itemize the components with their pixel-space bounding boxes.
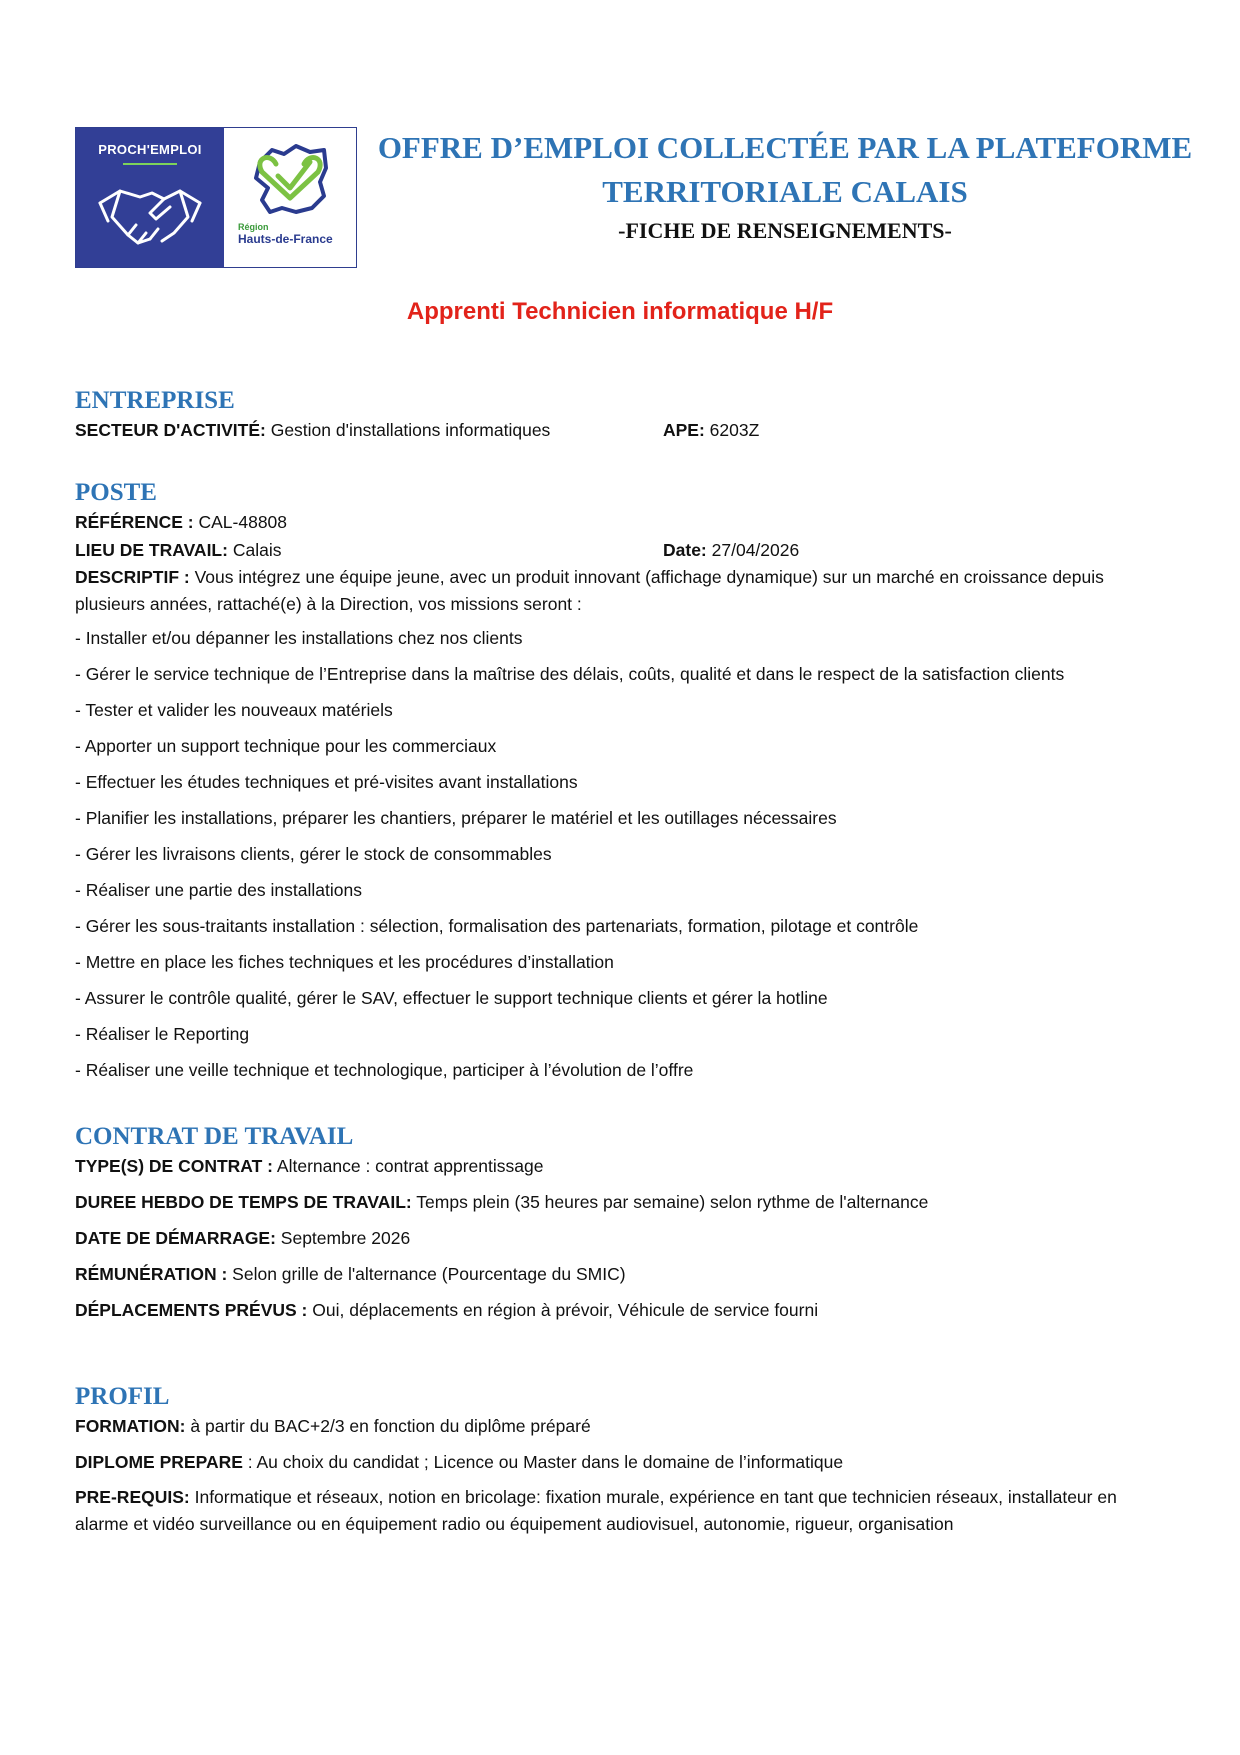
mission-item: - Installer et/ou dépanner les installations chez nos clients <box>75 628 523 648</box>
duree-label: DUREE HEBDO DE TEMPS DE TRAVAIL: <box>75 1192 412 1212</box>
reference-value: CAL-48808 <box>193 512 288 532</box>
remuneration-value: Selon grille de l'alternance (Pourcentage du SMIC) <box>227 1264 626 1284</box>
prerequis-value: Informatique et réseaux, notion en bricolage: fixation murale, expérience en tant que technicien réseaux, installateur en alarme et vidéo surveillance ou en équipement radio ou équipement audiovisuel, autonomie, rigueur, organisation <box>75 1487 1117 1534</box>
descriptif-paragraph <box>75 564 1175 618</box>
lieu-row <box>75 536 1175 564</box>
job-title: Apprenti Technicien informatique H/F <box>406 298 834 325</box>
mission-item: - Gérer les sous-traitants installation : sélection, formalisation des partenariats, formation, pilotage et contrôle <box>75 916 919 936</box>
formation-label: FORMATION: <box>75 1416 186 1436</box>
reference-label: RÉFÉRENCE : <box>75 512 194 532</box>
mission-item: - Gérer le service technique de l’Entreprise dans la maîtrise des délais, coûts, qualité et dans le respect de la satisfaction clients <box>75 664 1065 684</box>
proch-emploi-panel <box>76 128 224 267</box>
section-heading-entreprise: ENTREPRISE <box>75 387 235 414</box>
mission-item: - Apporter un support technique pour les commerciaux <box>75 736 497 756</box>
section-heading-poste: POSTE <box>75 479 157 506</box>
section-entreprise <box>75 386 1175 444</box>
date-value: 27/04/2026 <box>706 540 800 560</box>
diplome-value: : Au choix du candidat ; Licence ou Master dans le domaine de l’informatique <box>242 1452 844 1472</box>
logo-region-name: Hauts-de-France <box>238 232 333 246</box>
section-contrat <box>75 1122 1175 1324</box>
secteur-value: Gestion d'installations informatiques <box>265 420 551 440</box>
logo-brand-text: PROCH'EMPLOI <box>98 142 202 157</box>
france-heart-icon <box>240 138 340 220</box>
lieu-value: Calais <box>227 540 282 560</box>
secteur-row <box>75 416 1175 444</box>
deplacements-label: DÉPLACEMENTS PRÉVUS : <box>75 1300 308 1320</box>
reference-row <box>75 508 1175 536</box>
demarrage-row <box>75 1224 1175 1252</box>
descriptif-label: DESCRIPTIF : <box>75 567 190 587</box>
logo-brand-underline <box>123 163 177 165</box>
mission-item: - Mettre en place les fiches techniques et les procédures d’installation <box>75 952 614 972</box>
date-field <box>663 536 799 564</box>
mission-item: - Tester et valider les nouveaux matériels <box>75 700 393 720</box>
missions-list <box>75 620 1175 1088</box>
deplacements-value: Oui, déplacements en région à prévoir, Véhicule de service fourni <box>307 1300 819 1320</box>
document-body <box>75 386 1175 1538</box>
prerequis-paragraph <box>75 1484 1175 1538</box>
prerequis-label: PRE-REQUIS: <box>75 1487 190 1507</box>
section-profil <box>75 1382 1175 1538</box>
descriptif-value: Vous intégrez une équipe jeune, avec un produit innovant (affichage dynamique) sur un marché en croissance depuis plusieurs années, rattaché(e) à la Direction, vos missions seront : <box>75 567 1104 614</box>
mission-item: - Effectuer les études techniques et pré-visites avant installations <box>75 772 578 792</box>
remuneration-row <box>75 1260 1175 1288</box>
deplacements-row <box>75 1296 1175 1324</box>
duree-value: Temps plein (35 heures par semaine) selon rythme de l'alternance <box>411 1192 929 1212</box>
logo-region-label: Région <box>238 222 269 232</box>
type-contrat-value: Alternance : contrat apprentissage <box>273 1156 544 1176</box>
mission-item: - Assurer le contrôle qualité, gérer le SAV, effectuer le support technique clients et gérer la hotline <box>75 988 828 1008</box>
region-panel <box>224 128 356 267</box>
duree-row <box>75 1188 1175 1216</box>
mission-item: - Planifier les installations, préparer les chantiers, préparer le matériel et les outillages nécessaires <box>75 808 837 828</box>
type-contrat-label: TYPE(S) DE CONTRAT : <box>75 1156 274 1176</box>
ape-label: APE: <box>663 420 705 440</box>
formation-row <box>75 1412 1175 1440</box>
handshake-icon <box>94 173 206 251</box>
document-title-line1: OFFRE D’EMPLOI COLLECTÉE PAR LA PLATEFORME <box>377 130 1193 165</box>
date-label: Date: <box>663 540 707 560</box>
proch-emploi-logo <box>75 127 357 268</box>
demarrage-label: DATE DE DÉMARRAGE: <box>75 1228 276 1248</box>
document-title <box>370 126 1200 214</box>
ape-value: 6203Z <box>704 420 760 440</box>
formation-value: à partir du BAC+2/3 en fonction du diplôme préparé <box>185 1416 591 1436</box>
diplome-label: DIPLOME PREPARE <box>75 1452 243 1472</box>
section-poste <box>75 478 1175 1088</box>
section-heading-profil: PROFIL <box>75 1383 170 1410</box>
section-heading-contrat: CONTRAT DE TRAVAIL <box>75 1123 354 1150</box>
mission-item: - Réaliser une veille technique et technologique, participer à l’évolution de l’offre <box>75 1060 694 1080</box>
document-subtitle: -FICHE DE RENSEIGNEMENTS- <box>618 218 952 243</box>
remuneration-label: RÉMUNÉRATION : <box>75 1264 228 1284</box>
demarrage-value: Septembre 2026 <box>275 1228 411 1248</box>
document-title-line2: TERRITORIALE CALAIS <box>602 174 968 209</box>
mission-item: - Réaliser une partie des installations <box>75 880 362 900</box>
ape-field <box>663 416 759 444</box>
mission-item: - Réaliser le Reporting <box>75 1024 250 1044</box>
lieu-label: LIEU DE TRAVAIL: <box>75 540 228 560</box>
mission-item: - Gérer les livraisons clients, gérer le stock de consommables <box>75 844 552 864</box>
secteur-label: SECTEUR D'ACTIVITÉ: <box>75 420 266 440</box>
type-contrat-row <box>75 1152 1175 1180</box>
diplome-row <box>75 1448 1175 1476</box>
